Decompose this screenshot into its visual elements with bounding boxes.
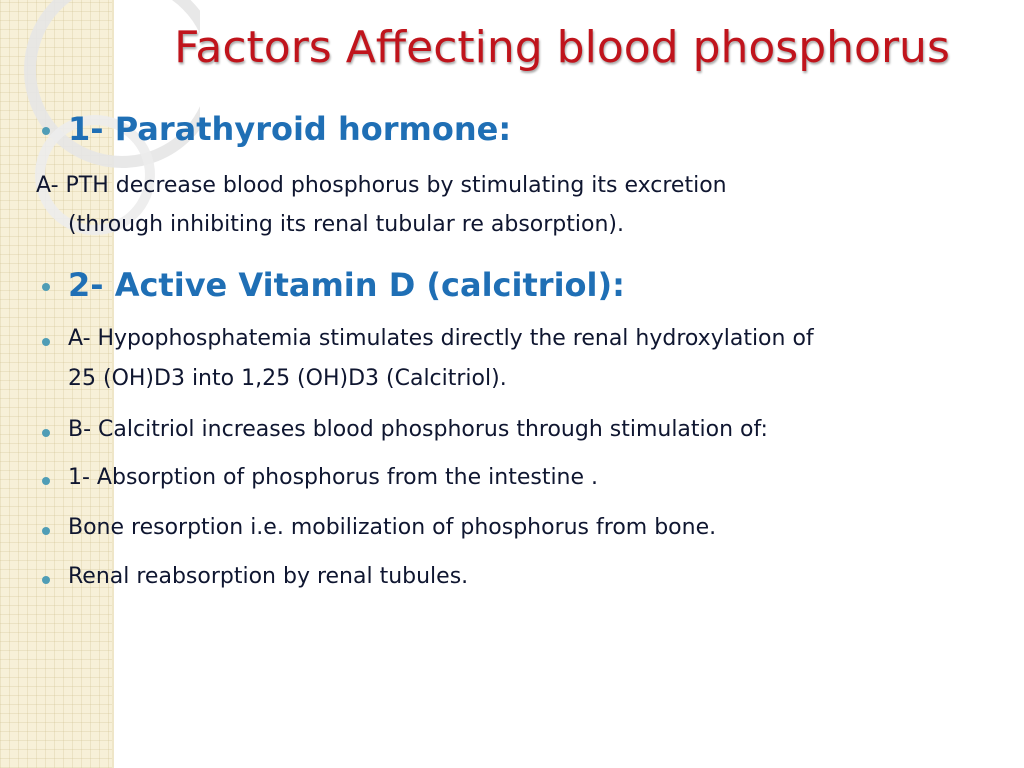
heading-vitamin-d: 2- Active Vitamin D (calcitriol): <box>68 266 625 304</box>
pth-text-line-2: (through inhibiting its renal tubular re absorption). <box>68 212 624 237</box>
list-item-bone-resorption: Bone resorption i.e. mobilization of phosphorus from bone. <box>68 515 717 540</box>
bullet-icon <box>42 338 50 346</box>
bullet-icon <box>42 527 50 535</box>
vitamin-d-point-a-line-2: 25 (OH)D3 into 1,25 (OH)D3 (Calcitriol). <box>68 366 507 391</box>
bullet-icon <box>42 127 50 135</box>
slide-title: Factors Affecting blood phosphorus <box>174 22 950 73</box>
vitamin-d-point-b: B- Calcitriol increases blood phosphorus through stimulation of: <box>68 417 768 442</box>
list-item-absorption: 1- Absorption of phosphorus from the intestine . <box>68 465 599 490</box>
bullet-icon <box>42 477 50 485</box>
list-item-renal-reabsorption: Renal reabsorption by renal tubules. <box>68 564 469 589</box>
bullet-icon <box>42 429 50 437</box>
bullet-icon <box>42 283 50 291</box>
pth-text-line-1: A- PTH decrease blood phosphorus by stimulating its excretion <box>36 173 727 198</box>
vitamin-d-point-a-line-1: A- Hypophosphatemia stimulates directly the renal hydroxylation of <box>68 326 814 351</box>
heading-parathyroid: 1- Parathyroid hormone: <box>68 110 512 148</box>
bullet-icon <box>42 576 50 584</box>
